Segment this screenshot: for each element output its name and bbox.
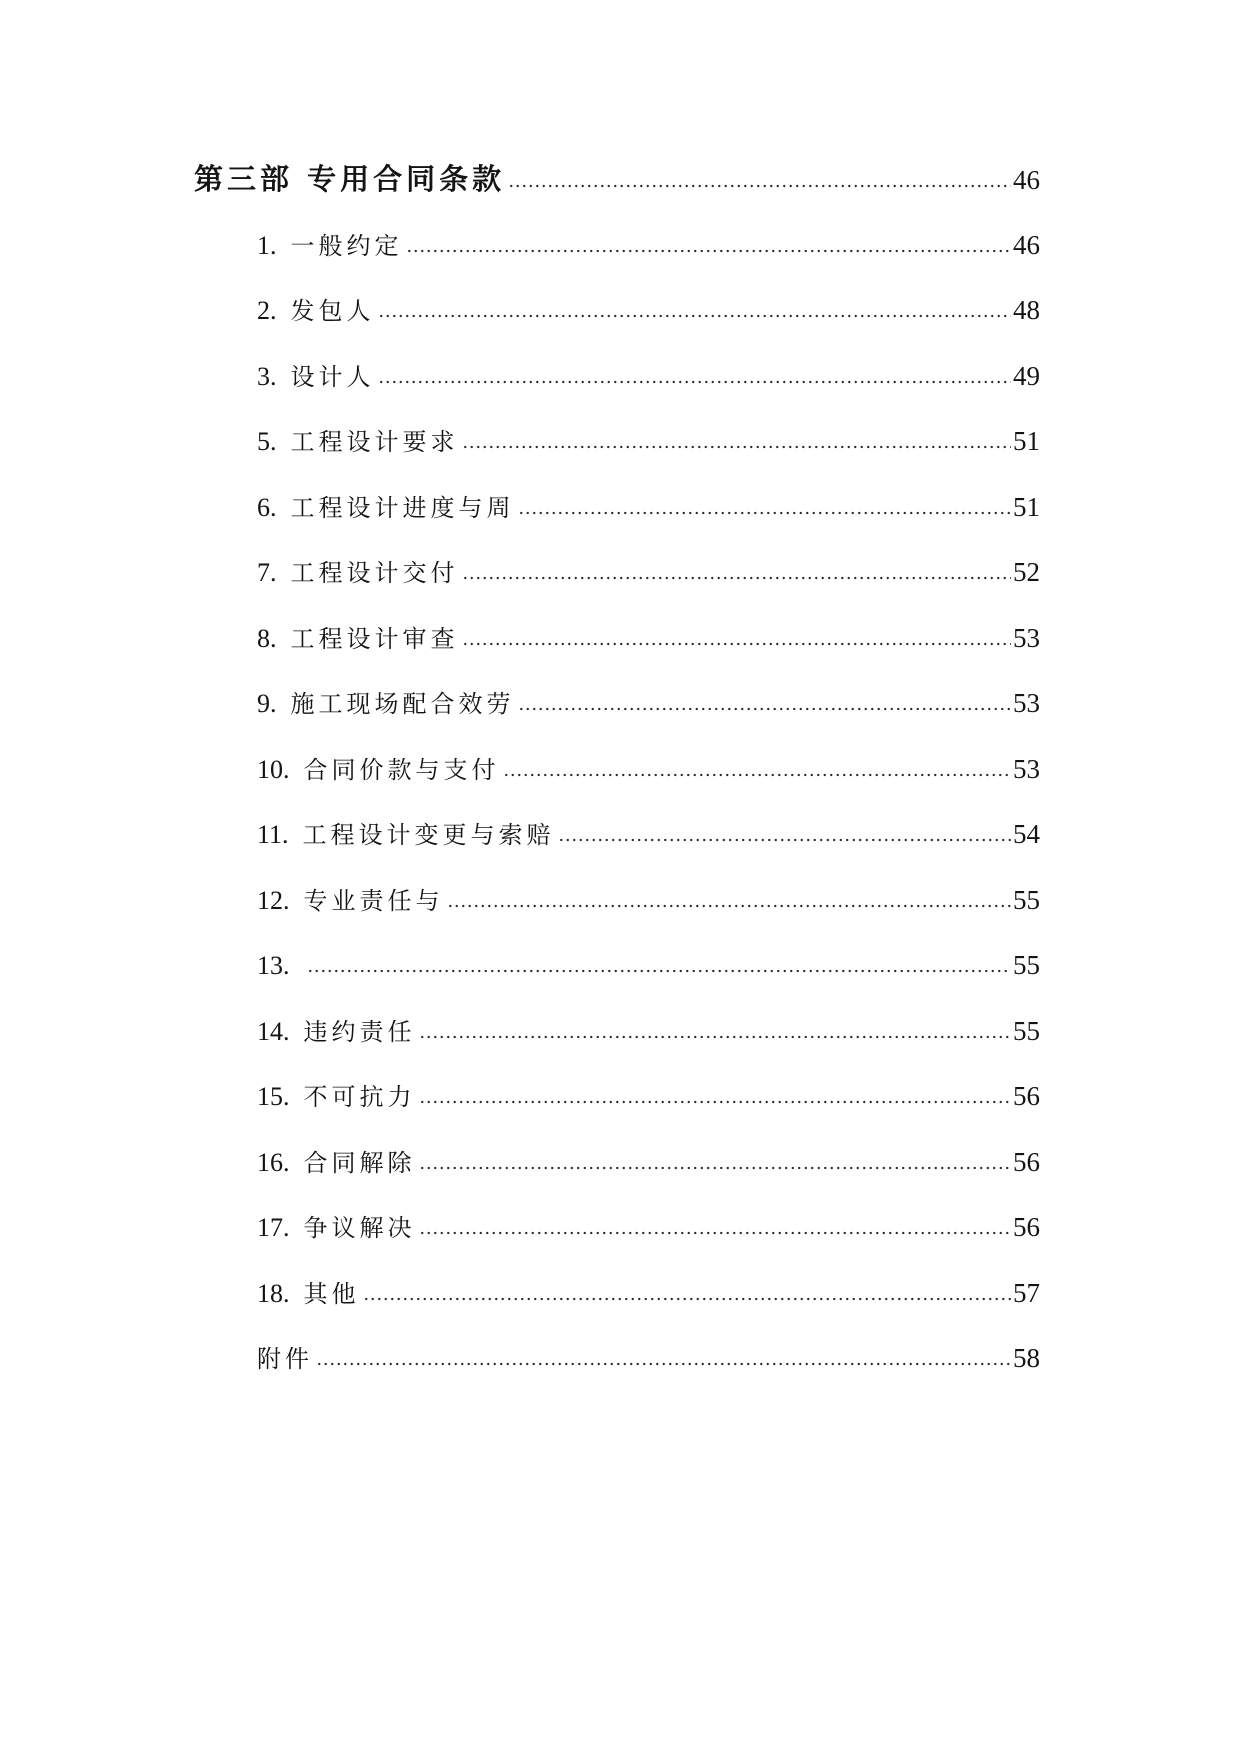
toc-entry <box>194 475 1040 541</box>
dot-leader <box>419 1099 1012 1105</box>
toc-entry-page: 46 <box>1013 229 1040 260</box>
toc-entry-title: 合同解除 <box>303 1148 416 1177</box>
toc-entry-number: 18. <box>257 1278 290 1308</box>
toc-entry-number: 2. <box>257 296 277 325</box>
toc-entry-number: 14. <box>257 1016 290 1046</box>
toc-entry-number: 17. <box>257 1213 290 1242</box>
toc-entry-appendix <box>194 1326 1040 1392</box>
dot-leader <box>378 379 1012 385</box>
toc-entry-title: 工程设计审查 <box>290 624 459 653</box>
toc-entry-number: 9. <box>257 689 277 718</box>
dot-leader <box>419 1165 1012 1171</box>
toc-entry-title: 违约责任 <box>303 1017 416 1046</box>
toc-entry-page: 56 <box>1013 1146 1040 1177</box>
toc-entry-page: 49 <box>1013 360 1040 391</box>
toc-entry-title: 设计人 <box>290 362 375 391</box>
toc-entry-page: 57 <box>1013 1277 1040 1308</box>
toc-entry-number: 5. <box>257 427 277 456</box>
toc-heading-title: 第三部 专用合同条款 <box>194 162 506 196</box>
toc-entry-title: 其他 <box>303 1279 360 1308</box>
toc-entry <box>194 1130 1040 1196</box>
dot-leader <box>447 903 1012 909</box>
dot-leader <box>419 1230 1012 1236</box>
toc-heading <box>194 147 1040 213</box>
toc-entry-page: 51 <box>1013 491 1040 522</box>
toc-entry <box>194 933 1040 999</box>
toc-entry-title: 争议解决 <box>303 1214 416 1242</box>
toc-entry-title: 合同价款与支付 <box>303 755 500 784</box>
toc-entry-number: 10. <box>257 754 290 784</box>
dot-leader <box>363 1296 1012 1302</box>
toc-entry-page: 56 <box>1013 1212 1040 1242</box>
toc-entry-page: 54 <box>1013 819 1040 849</box>
toc-entry <box>194 409 1040 475</box>
toc-entry-page: 48 <box>1013 295 1040 325</box>
toc-entry-title: 专业责任与 <box>303 886 444 915</box>
toc-entry-number: 8. <box>257 623 277 653</box>
dot-leader <box>307 968 1012 974</box>
toc-entry <box>194 213 1040 279</box>
toc-entry <box>194 1195 1040 1261</box>
toc-entry-title: 工程设计要求 <box>290 428 459 456</box>
dot-leader <box>378 313 1012 319</box>
toc-entry <box>194 1064 1040 1130</box>
dot-leader <box>316 1361 1011 1367</box>
toc-entry-page: 53 <box>1013 688 1040 718</box>
toc-entry <box>194 671 1040 737</box>
toc-entry <box>194 1261 1040 1327</box>
toc-entry <box>194 540 1040 606</box>
toc-entry-title: 工程设计变更与索赔 <box>302 821 555 849</box>
toc-entry-page: 52 <box>1013 557 1040 587</box>
toc-entry-title: 施工现场配合效劳 <box>290 690 515 718</box>
toc-entry-number: 13. <box>257 951 290 980</box>
dot-leader <box>518 706 1012 712</box>
toc-entry-number: 15. <box>257 1082 290 1111</box>
toc-entry <box>194 802 1040 868</box>
toc-entry <box>194 999 1040 1065</box>
dot-leader <box>558 837 1011 843</box>
toc-entry-title: 发包人 <box>290 297 375 325</box>
dot-leader <box>462 641 1012 647</box>
toc-entry <box>194 737 1040 803</box>
dot-leader <box>503 772 1012 778</box>
toc-entry-title: 一般约定 <box>290 231 403 260</box>
toc-entry-page: 58 <box>1013 1343 1040 1373</box>
toc-entry-page: 53 <box>1013 753 1040 784</box>
dot-leader <box>462 575 1012 581</box>
toc-entry-title: 工程设计交付 <box>290 559 459 587</box>
toc-entry-number: 6. <box>257 492 277 522</box>
toc-entry-page: 55 <box>1013 884 1040 915</box>
toc-entry-page: 51 <box>1013 426 1040 456</box>
dot-leader <box>518 510 1012 516</box>
toc-entry-number: 3. <box>257 361 277 391</box>
toc-entry-title: 附件 <box>257 1345 313 1373</box>
dot-leader <box>406 248 1012 254</box>
toc-entry <box>194 344 1040 410</box>
toc-entry-page: 56 <box>1013 1081 1040 1111</box>
toc-entry-number: 16. <box>257 1147 290 1177</box>
toc-entry-page: 55 <box>1013 950 1040 980</box>
toc-entry-page: 55 <box>1013 1015 1040 1046</box>
toc-entry <box>194 606 1040 672</box>
table-of-contents <box>194 147 1040 1392</box>
toc-entry-number: 12. <box>257 885 290 915</box>
toc-entry-number: 11. <box>257 820 289 849</box>
dot-leader <box>462 444 1012 450</box>
toc-entry <box>194 278 1040 344</box>
toc-entry <box>194 868 1040 934</box>
toc-entry-title: 工程设计进度与周 <box>290 493 515 522</box>
toc-heading-page: 46 <box>1013 165 1040 195</box>
dot-leader <box>419 1034 1012 1040</box>
toc-entry-number: 7. <box>257 558 277 587</box>
toc-entry-number: 1. <box>257 230 277 260</box>
toc-entry-title: 不可抗力 <box>303 1083 416 1111</box>
toc-entry-page: 53 <box>1013 622 1040 653</box>
dot-leader <box>508 183 1011 189</box>
